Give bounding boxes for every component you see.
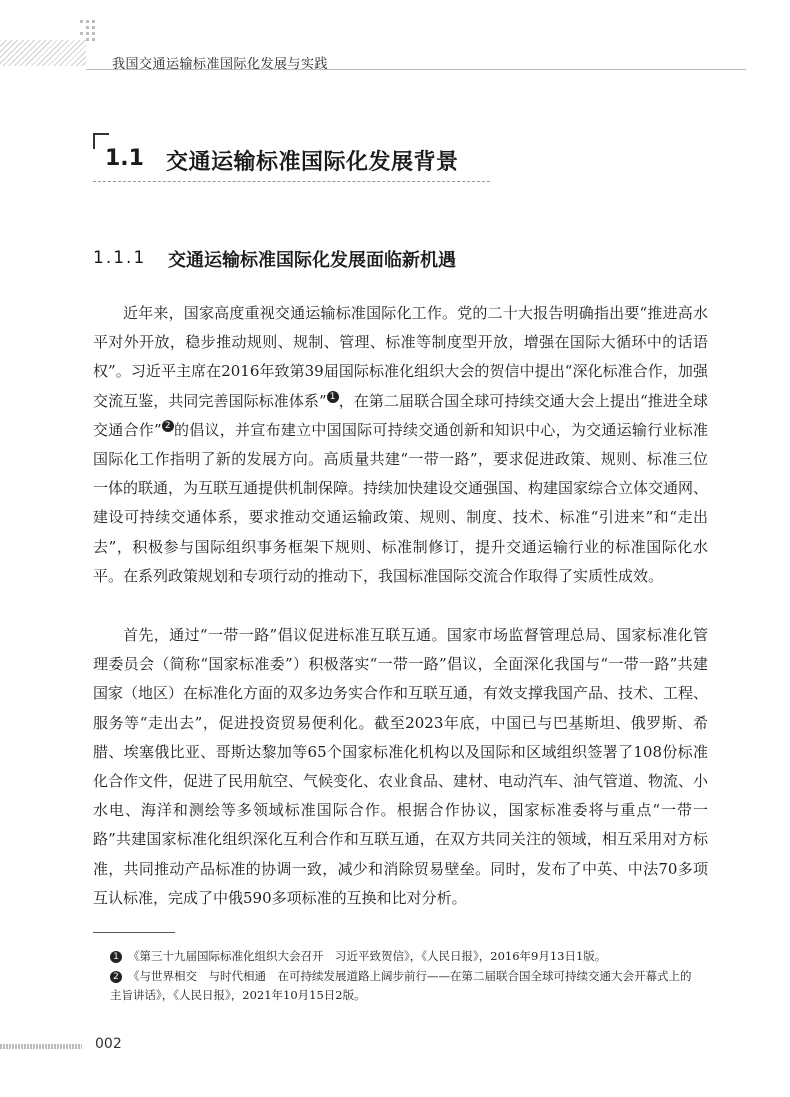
footnote-2-mark: 2 [110, 971, 122, 983]
paragraph-1-text-c: 的倡议，并宣布建立中国国际可持续交通创新和知识中心，为交通运输行业标准国际化工作指明了新的发展方向。高质量共建“一带一路”，要求促进政策、规则、标准三位一体的联通，为互联互通提供机制保障。持续加快建设交通强国、构建国家综合立体交通网、建设可持续交通体系，要求推动交通运输政策、规则、制度、技术、标准“引进来”和“走出去”，积极参与国际组织事务框架下规则、标准制修订，提升交通运输行业的标准国际化水平。在系列政策规划和专项行动的推动下，我国标准国际交流合作取得了实质性成效。 [93, 420, 709, 585]
footnote-2-text: 《与世界相交 与时代相通 在可持续发展道路上阔步前行——在第二届联合国全球可持续交通大会开幕式上的主旨讲话》，《人民日报》，2021年10月15日2版。 [110, 969, 692, 1002]
section-number: 1.1 [105, 146, 144, 171]
footnote-2 [110, 967, 700, 1005]
subsection-number: 1.1.1 [93, 248, 147, 268]
footnote-ref-2[interactable]: 2 [162, 420, 174, 432]
paragraph-1 [93, 299, 708, 591]
header-rule [86, 69, 746, 70]
page-number: 002 [95, 1036, 122, 1052]
footnote-1-mark: 1 [110, 951, 122, 963]
header-dots-decoration [80, 20, 98, 48]
footnote-rule [93, 932, 175, 933]
footer-bar-decoration [0, 1044, 82, 1049]
paragraph-2-text: 首先，通过“一带一路”倡议促进标准互联互通。国家市场监督管理总局、国家标准化管理委员会（简称“国家标准委”）积极落实“一带一路”倡议，全面深化我国与“一带一路”共建国家（地区）在标准化方面的双多边务实合作和互联互通，有效支撑我国产品、技术、工程、服务等“走出去”，促进投资贸易便利化。截至2023年底，中国已与巴基斯坦、俄罗斯、希腊、埃塞俄比亚、哥斯达黎加等65个国家标准化机构以及国际和区域组织签署了108份标准化合作文件，促进了民用航空、气候变化、农业食品、建材、电动汽车、油气管道、物流、小水电、海洋和测绘等多领域标准国际合作。根据合作协议，国家标准委将与重点“一带一路”共建国家标准化组织深化互利合作和互联互通，在双方共同关注的领域，相互采用对方标准，共同推动产品标准的协调一致，减少和消除贸易壁垒。同时，发布了中英、中法70多项互认标准，完成了中俄590多项标准的互换和比对分析。 [93, 626, 709, 907]
running-header-title: 我国交通运输标准国际化发展与实践 [112, 57, 329, 72]
subsection-title: 交通运输标准国际化发展面临新机遇 [168, 250, 456, 271]
footnote-1-text: 《第三十九届国际标准化组织大会召开 习近平致贺信》，《人民日报》，2016年9月13日1版。 [128, 949, 607, 963]
paragraph-1-text-b: ，在第二届联合国全球可持续交通大会上提出“推进全球交通合作” [93, 391, 709, 439]
paragraph-1-text-a: 近年来，国家高度重视交通运输标准国际化工作。党的二十大报告明确指出要“推进高水平对外开放，稳步推动规则、规制、管理、标准等制度型开放，增强在国际大循环中的话语权”。习近平主席在2016年致第39届国际标准化组织大会的贺信中提出“深化标准合作，加强交流互鉴，共同完善国际标准体系” [93, 304, 708, 410]
footnote-ref-1[interactable]: 1 [327, 391, 339, 403]
header-hatch-decoration [0, 40, 86, 66]
footnote-1 [110, 947, 720, 966]
paragraph-2 [93, 621, 708, 913]
section-title: 交通运输标准国际化发展背景 [166, 150, 459, 175]
